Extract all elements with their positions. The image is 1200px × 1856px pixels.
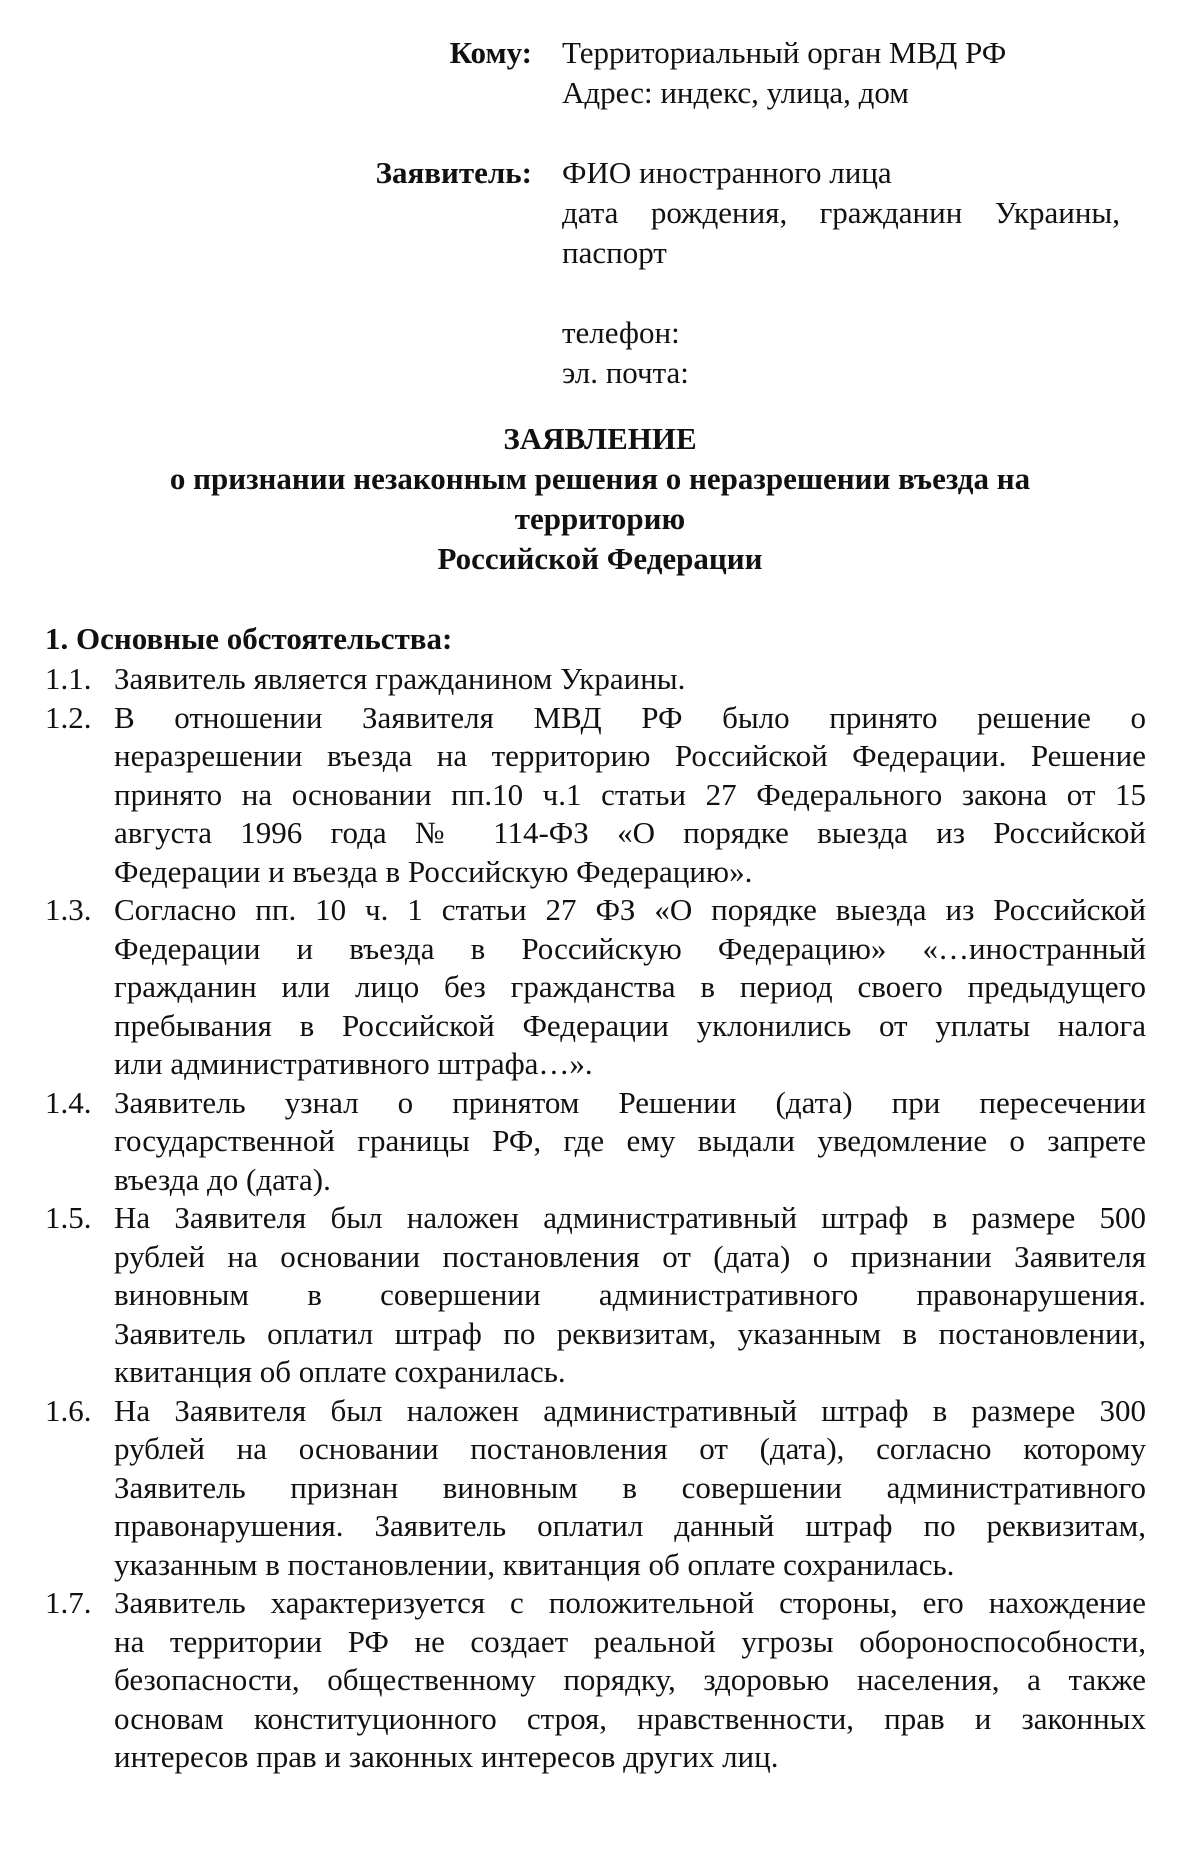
applicant-block [0,153,1200,193]
applicant-passport-row [0,233,1200,273]
applicant-phone-label: телефон: [562,315,680,350]
applicant-birth-citizenship: дата рождения, гражданин Украины, [562,195,1120,230]
item-number: 1.7. [45,1585,92,1620]
item-line: пребывания в Российской Федерации уклонились от уплаты налога [114,1007,1146,1043]
item-line: указанным в постановлении, квитанция об оплате сохранилась. [114,1546,955,1582]
list-item [114,699,1146,892]
item-number: 1.4. [45,1084,92,1120]
item-line: безопасности, общественному порядку, здоровью населения, а также [114,1662,1146,1697]
item-line: августа 1996 года № 114-ФЗ «О порядке выезда из Российской [114,815,1146,850]
item-line: виновным в совершении административного правонарушения. [114,1277,1146,1312]
item-line: Федерации и въезда в Российскую Федерацию». [114,853,753,889]
item-number: 1.5. [45,1200,92,1235]
item-line: В отношении Заявителя МВД РФ было принято решение о [114,699,1146,735]
recipient-name: Территориальный орган МВД РФ [562,35,1007,70]
document-subtitle-line-1: о признании незаконным решения о неразрешении въезда на [169,461,1031,496]
item-line: Согласно пп. 10 ч. 1 статьи 27 ФЗ «О порядке выезда из Российской [114,892,1146,927]
item-number: 1.2. [45,699,92,735]
applicant-phone-row [0,313,1200,353]
item-line: Заявитель узнал о принятом Решении (дата) при пересечении [114,1084,1146,1120]
item-number: 1.3. [45,892,92,927]
list-item [114,1584,1146,1777]
item-line: На Заявителя был наложен административный штраф в размере 500 [114,1200,1146,1235]
list-item [114,660,1146,699]
item-line: на территории РФ не создает реальной угрозы обороноспособности, [114,1623,1146,1659]
item-number: 1.6. [45,1392,92,1428]
document-title: ЗАЯВЛЕНИЕ [503,421,697,456]
item-line: въезда до (дата). [114,1161,331,1197]
item-line: гражданин или лицо без гражданства в период своего предыдущего [114,969,1146,1004]
applicant-email-row [0,353,1200,393]
recipient-label: Кому: [449,35,532,70]
item-line: Заявитель оплатил штраф по реквизитам, указанным в постановлении, [114,1315,1146,1351]
item-number: 1.1. [45,661,92,696]
item-line: правонарушения. Заявитель оплатил данный штраф по реквизитам, [114,1508,1146,1543]
list-item [114,1084,1146,1200]
item-line: неразрешении въезда на территорию Российской Федерации. Решение [114,738,1146,773]
list-item [114,1199,1146,1392]
item-line: принято на основании пп.10 ч.1 статьи 27 Федерального закона от 15 [114,776,1146,812]
recipient-address: Адрес: индекс, улица, дом [562,75,909,110]
item-line: На Заявителя был наложен административный штраф в размере 300 [114,1392,1146,1428]
list-item [114,891,1146,1084]
recipient-block [0,33,1200,73]
item-line: Заявитель является гражданином Украины. [114,661,686,696]
item-line: рублей на основании постановления от (дата) о признании Заявителя [114,1238,1146,1274]
item-line: основам конституционного строя, нравственности, прав и законных [114,1700,1146,1736]
item-line: Заявитель признан виновным в совершении административного [114,1469,1146,1505]
item-line: рублей на основании постановления от (дата), согласно которому [114,1431,1146,1466]
applicant-name: ФИО иностранного лица [562,155,892,190]
applicant-birth-row [0,193,1200,233]
document-subtitle-line-2: территорию [514,501,686,536]
applicant-label: Заявитель: [375,155,532,190]
applicant-passport: паспорт [562,235,667,270]
document-subtitle-line-3: Российской Федерации [437,541,763,576]
item-line: Федерации и въезда в Российскую Федерацию» «…иностранный [114,930,1146,966]
item-line: государственной границы РФ, где ему выдали уведомление о запрете [114,1123,1146,1158]
section-heading: 1. Основные обстоятельства: [45,621,453,656]
item-line: или административного штрафа…». [114,1046,593,1081]
item-line: Заявитель характеризуется с положительной стороны, его нахождение [114,1585,1146,1620]
item-line: квитанция об оплате сохранилась. [114,1354,566,1389]
item-line: интересов прав и законных интересов других лиц. [114,1739,779,1774]
list-item [114,1392,1146,1585]
applicant-email-label: эл. почта: [562,355,689,390]
recipient-address-row [0,73,1200,113]
